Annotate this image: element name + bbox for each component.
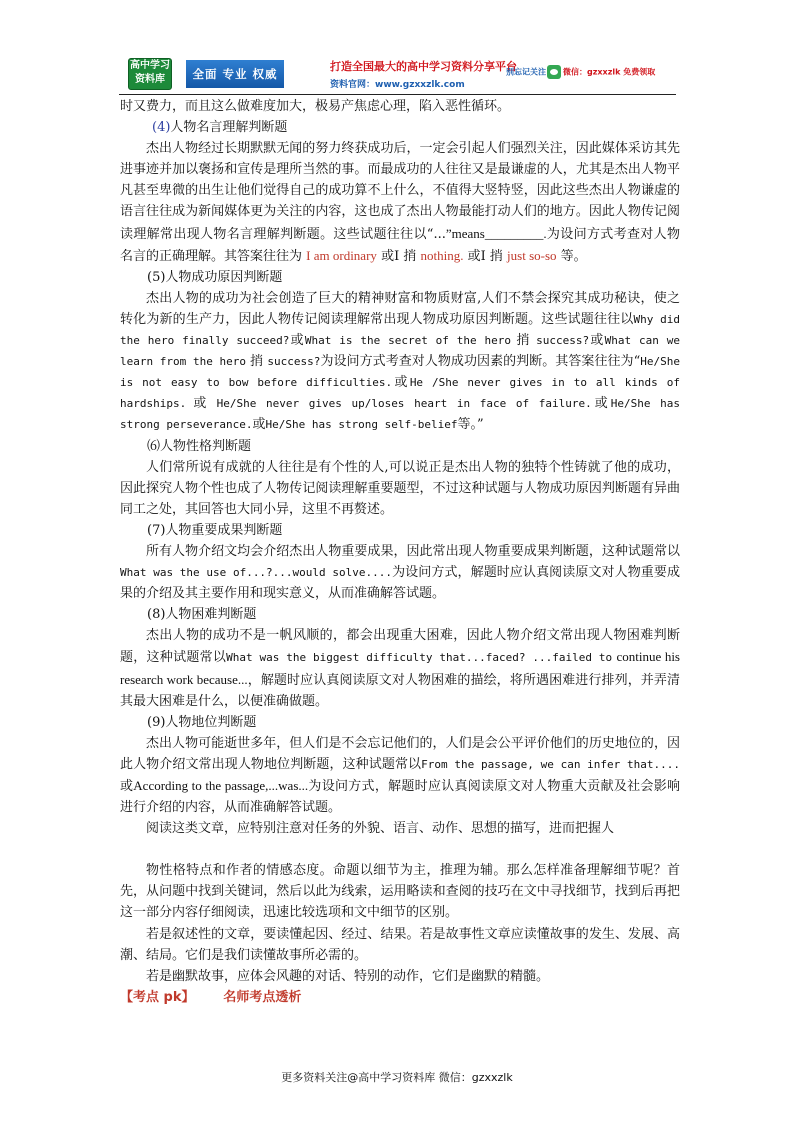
text-run: continue his research work because...， [120,649,680,687]
text-run: 捎 [516,333,531,349]
paragraph: 若是幽默故事，应体会风趣的对话、特别的动作，它们是幽默的精髓。 [146,968,550,984]
text-run: 或 [589,333,605,349]
text-run: 杰出人物的成功为社会创造了巨大的精神财富和物质财富,人们不禁会探究其成功秘诀，使之转化为新的生产力，因此人物传记阅读理解常出现人物成功原因判断题。这些试题往往以 [120,290,680,327]
text-run: 或 [289,333,305,349]
platform-website: 资料官网：www.gzxxzlk.com [330,80,465,90]
text-run: 等。 [560,248,587,264]
text-run: success? [536,334,590,348]
page-footer: 更多资料关注@高中学习资料库 微信：gzxxzlk [281,1071,513,1084]
text-run: nothing. [420,247,464,263]
text-run: What was the use of...?...would solve.... [120,566,392,580]
text-run: What can we learn from the hero [120,334,680,369]
follow-prefix: 别忘记关注 [506,67,546,77]
text-run: 杰出人物的成功不是一帆风顺的，都会出现重大困难，因此人物介绍文常出现人物困难判断题，这种试题常以 [120,628,680,666]
paragraph [120,288,680,436]
text-run: He/She never gives up/loses heart in face of failure. [216,397,592,411]
site-logo [128,58,172,90]
platform-tagline: 打造全国最大的高中学习资料分享平台 [330,60,517,73]
paragraph: 物性格特点和作者的情感态度。命题以细节为主，推理为辅。那么怎样准备理解细节呢？首先，从问题中找到关键词，然后以此为线索，运用略读和查阅的技巧在文中寻找细节，找到后再把这一部分内容仔细阅读，迅速比较选项和文中细节的区别。 [120,863,680,921]
pk-label: 【考点 pk】 [120,989,195,1005]
exam-point-heading [120,987,680,1008]
paragraph [120,541,680,604]
text-run: He/She has strong perseverance. [120,397,680,432]
paragraph: 阅读这类文章，应特别注意对任务的外貌、语言、动作、思想的描写，进而把握人 [146,821,615,837]
text-run: 解题时应认真阅读原文对人物困难的描绘，将所遇困难进行排列，并弄清其最大困难是什么，以便准确做题。 [120,672,680,709]
section-heading: (8)人物困难判断题 [147,607,257,623]
section-heading: (5)人物成功原因判断题 [147,269,283,285]
text-run: 或I 捎 [381,248,417,264]
text-run: just so-so [507,247,557,263]
paragraph [120,625,680,711]
paragraph: 若是叙述性的文章，要读懂起因、经过、结果。若是故事性文章应读懂故事的发生、发展、高潮、结局。它们是我们读懂故事所必需的。 [120,926,680,963]
paragraph [120,733,680,818]
text-run: Why did the hero finally succeed? [120,312,680,348]
text-run: 或 [193,396,210,412]
heading-number: (4) [152,120,171,136]
text-run: 为设问方式，解题时应认真阅读原文对人物重大贡献及社会影响进行介绍的内容，从而准确解答试题。 [120,779,680,816]
blank-line [120,839,680,860]
document-body [120,96,680,1008]
text-run: 杰出人物可能逝世多年，但人们是不会忘记他们的，人们是会公平评价他们的历史地位的，因此人物介绍文常出现人物地位判断题，这种试题常以 [120,735,680,772]
text-run: 所有人物介绍文均会介绍杰出人物重要成果，因此常出现人物重要成果判断题，这种试题常以 [146,543,680,559]
logo-line-2: 资料库 [135,74,165,85]
text-run: He/She is not easy to bow before difficulties. [120,355,680,390]
text-run: He /She never gives in to all kinds of hardships. [120,376,680,411]
text-run: 或 [252,417,266,433]
text-run: From the passage, we can infer that.... [421,757,680,771]
page-header [122,58,674,92]
logo-line-1: 高中学习 [130,60,170,71]
text-run: What was the biggest difficulty that...faced? ...failed to [226,651,613,665]
text-run: What is the secret of the hero [304,334,512,348]
follow-notice [506,65,676,83]
text-run: 或 [392,375,410,391]
header-divider [119,94,676,95]
text-run: 为设问方式，解题时应认真阅读原文对人物重要成果的介绍及其主要作用和现实意义，从而准确解答试题。 [120,565,680,602]
text-run: 为设问方式考查对人物名言的正确理解。其答案往往为 [120,226,680,264]
paragraph: 人们常所说有成就的人往往是有个性的人,可以说正是杰出人物的独特个性铸就了他的成功，因此探究人物个性也成了人物传记阅读理解重要题型，不过这种试题与人物成功原因判断题有异曲同工之处，其回答也大同小异，这里不再赘述。 [120,459,680,517]
follow-wechat: 微信：gzxxzlk 免费领取 [563,67,656,77]
text-run: 等。” [457,417,484,433]
section-heading: (9)人物地位判断题 [147,714,257,730]
slogan-banner: 全面 专业 权威 [186,60,284,88]
text-run: 或 [591,396,611,412]
text-run: 捎 [250,354,264,370]
wechat-icon [547,65,561,79]
section-heading [120,117,680,138]
text-run: success? [267,355,321,369]
text-run: I am ordinary [306,247,377,263]
text-run: 为设问方式考查对人物成功因素的判断。其答案往往为“ [320,354,641,370]
text-run: 杰出人物经过长期默默无闻的努力终获成功后，一定会引起人们强烈关注，因此媒体采访其先进事迹并加以褒扬和宣传是理所当然的事。而最成功的人往往又是最谦虚的人，尤其是杰出人物平凡甚至卑微的出生让他们觉得自己的成功算不上什么，不值得大竖特竖，因此这些杰出人物谦虚的语言往往成为新闻媒体更为关注的内容，这也成了杰出人物最能打动人们的地方。因此人物传记阅读理解常出现人物名言理解判断题。这些试题往往以“... [120,141,680,242]
paragraph [120,138,680,267]
text-run: 或I 捎 [467,248,503,264]
text-run: According to the passage,...was... [133,778,309,793]
platform-info [330,58,517,90]
paragraph: 时又费力，而且这么做难度加大，极易产焦虑心理，陷入恶性循环。 [120,99,511,114]
section-heading: (7)人物重要成果判断题 [147,522,283,538]
pk-title: 名师考点透析 [223,989,302,1005]
text-run: ”means_________. [445,225,547,241]
section-heading: ⑹人物性格判断题 [147,438,252,454]
heading-text: 人物名言理解判断题 [170,120,288,136]
text-run: He/She has strong self-belief [265,418,458,432]
text-run: 或 [120,779,134,794]
